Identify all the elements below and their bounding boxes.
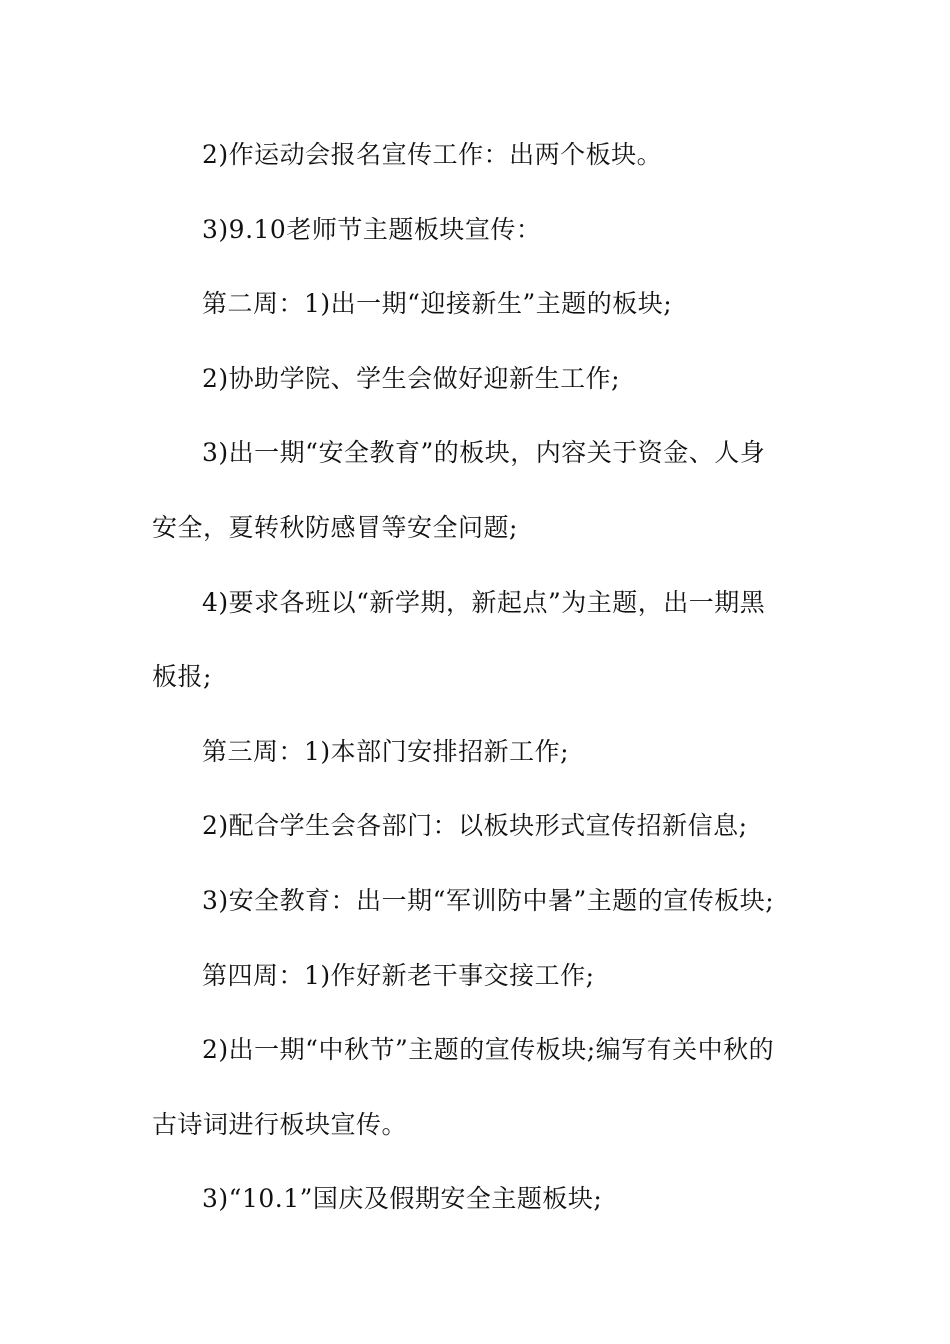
paragraph-line: 2)配合学生会各部门：以板块形式宣传招新信息; xyxy=(202,811,748,841)
paragraph-line: 2)作运动会报名宣传工作：出两个板块。 xyxy=(202,140,663,169)
paragraph-line: 第四周：1)作好新老干事交接工作; xyxy=(202,960,595,990)
paragraph-line: 3)安全教育：出一期“军训防中暑”主题的宣传板块; xyxy=(202,885,775,915)
paragraph-line: 第三周：1)本部门安排招新工作; xyxy=(202,736,570,766)
paragraph-line: 板报; xyxy=(152,662,212,692)
paragraph-line: 2)协助学院、学生会做好迎新生工作; xyxy=(202,363,621,393)
paragraph-line: 3)“10.1”国庆及假期安全主题板块; xyxy=(202,1184,603,1214)
paragraph-line: 安全，夏转秋防感冒等安全问题; xyxy=(152,512,518,542)
paragraph-line: 3)出一期“安全教育”的板块，内容关于资金、人身 xyxy=(202,438,766,468)
paragraph-line: 2)出一期“中秋节”主题的宣传板块;编写有关中秋的 xyxy=(202,1035,775,1065)
document-body xyxy=(152,118,812,1237)
paragraph-line: 3)9.10老师节主题板块宣传： xyxy=(202,214,542,244)
paragraph-line: 4)要求各班以“新学期，新起点”为主题，出一期黑 xyxy=(202,587,766,617)
paragraph-line: 第二周：1)出一期“迎接新生”主题的板块; xyxy=(202,289,673,319)
paragraph-line: 古诗词进行板块宣传。 xyxy=(152,1109,408,1139)
